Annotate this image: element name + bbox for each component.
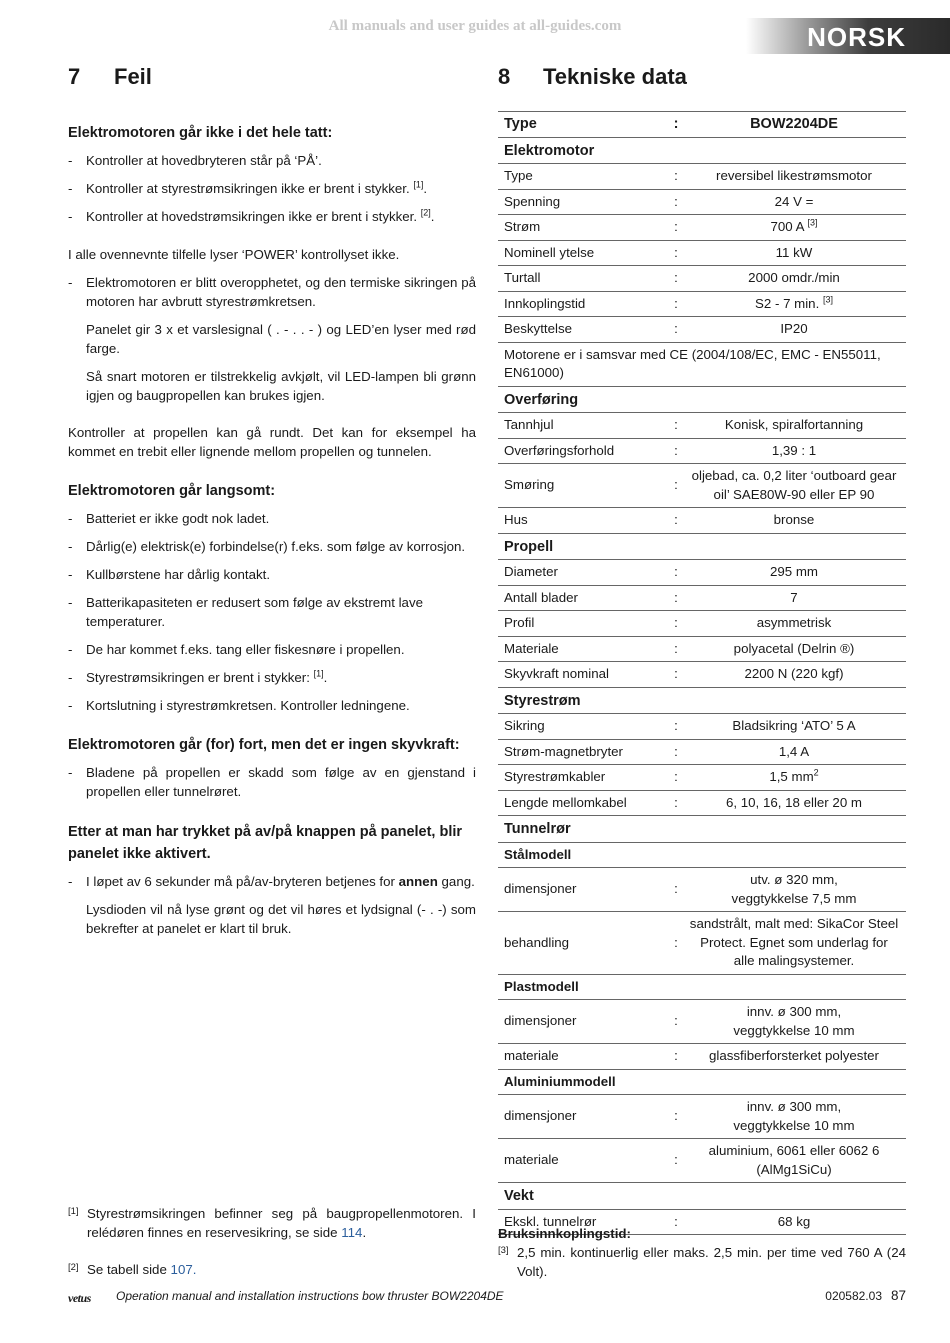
- list-item: - Kullbørstene har dårlig kontakt.: [68, 567, 271, 582]
- list-item: - Dårlig(e) elektrisk(e) forbindelse(r) f.eks. som følge av korrosjon.: [68, 539, 466, 554]
- table-section: Propell: [498, 533, 906, 560]
- footnote-heading: Bruksinnkoplingstid:: [498, 1226, 631, 1241]
- table-row: Lengde mellomkabel : 6, 10, 16, 18 eller 20 m: [498, 790, 906, 816]
- table-row: Strøm-magnetbryter : 1,4 A: [498, 739, 906, 765]
- list-item: - De har kommet f.eks. tang eller fiskesnøre i propellen.: [68, 642, 405, 657]
- table-row: materiale : glassfiberforsterket polyester: [498, 1044, 906, 1070]
- footnote-ref: [2]: [420, 207, 431, 218]
- paragraph: Så snart motoren er tilstrekkelig avkjølt, vil LED-lampen bli grønn igjen og baugpropellen kan brukes igjen.: [86, 369, 476, 403]
- paragraph: I alle ovennevnte tilfelle lyser ‘POWER’ kontrollyset ikke.: [68, 247, 400, 262]
- page-footer: [68, 1289, 906, 1307]
- table-row: Hus : bronse: [498, 508, 906, 534]
- table-subsection: Plastmodell: [498, 974, 906, 1000]
- page-number: 87: [890, 1288, 906, 1303]
- list-item: - Bladene på propellen er skadd som følge av en gjenstand i propellen eller tunnelrøret.: [68, 765, 476, 799]
- table-row: Skyvkraft nominal : 2200 N (220 kgf): [498, 662, 906, 688]
- chapter-tekniske-data: [498, 60, 906, 1235]
- brand-logo: vetus: [68, 1291, 91, 1305]
- footnotes: [498, 1224, 906, 1281]
- footnotes: [68, 1204, 476, 1279]
- table-row: Strøm : 700 A [3]: [498, 215, 906, 241]
- table-row: Smøring : oljebad, ca. 0,2 liter ‘outboard gear oil’ SAE80W-90 eller EP 90: [498, 464, 906, 508]
- language-tab: [746, 18, 950, 54]
- table-row: Type : BOW2204DE: [498, 112, 906, 138]
- table-section: Styrestrøm: [498, 687, 906, 714]
- section-heading: Elektromotoren går ikke i det hele tatt:: [68, 125, 333, 141]
- table-row: Profil : asymmetrisk: [498, 611, 906, 637]
- table-row: dimensjoner : innv. ø 300 mm, veggtykkelse 10 mm: [498, 1095, 906, 1139]
- chapter-title: Tekniske data: [543, 64, 687, 89]
- table-row: Turtall : 2000 omdr./min: [498, 266, 906, 292]
- table-row: behandling : sandstrålt, malt med: SikaCor Steel Protect. Egnet som underlag for alle malingsystemer.: [498, 912, 906, 975]
- tech-data-table: [498, 111, 906, 1235]
- table-row: Antall blader : 7: [498, 585, 906, 611]
- table-section: Vekt: [498, 1183, 906, 1210]
- footnote: [2] Se tabell side 107.: [68, 1262, 197, 1277]
- table-row: Nominell ytelse : 11 kW: [498, 240, 906, 266]
- list-item: - Batterikapasiteten er redusert som følge av ekstremt lave temperaturer.: [68, 595, 423, 629]
- list-item: - Kontroller at styrestrømsikringen ikke er brent i stykker. [1].: [68, 179, 428, 196]
- table-subsection: Stålmodell: [498, 842, 906, 868]
- footnote: [1] Styrestrømsikringen befinner seg på baugpropellenmotoren. I relédøren finnes en reservesikring, se side 114.: [68, 1206, 476, 1240]
- table-row: Innkoplingstid : S2 - 7 min. [3]: [498, 291, 906, 317]
- list-item: - Kontroller at hovedbryteren står på ‘PÅ’.: [68, 153, 322, 168]
- chapter-number: 7: [68, 64, 81, 89]
- paragraph: Kontroller at propellen kan gå rundt. Det kan for eksempel ha kommet en trebit eller lignende mellom propellen og tunnelen.: [68, 425, 476, 459]
- section-heading: Elektromotoren går langsomt:: [68, 483, 276, 499]
- table-section: Overføring: [498, 386, 906, 413]
- chapter-feil: [68, 60, 476, 938]
- table-note: Motorene er i samsvar med CE (2004/108/EC, EMC - EN55011, EN61000): [498, 342, 906, 386]
- table-row: Tannhjul : Konisk, spiralfortanning: [498, 413, 906, 439]
- table-row: dimensjoner : innv. ø 300 mm, veggtykkelse 10 mm: [498, 1000, 906, 1044]
- list-item: - Elektromotoren er blitt overopphetet, og den termiske sikringen på motoren har avbrutt styrestrømkretsen.: [68, 275, 476, 309]
- chapter-heading: [498, 64, 906, 90]
- table-row: Ekskl. tunnelrør : 68 kg: [498, 1209, 906, 1235]
- table-row: Overføringsforhold : 1,39 : 1: [498, 438, 906, 464]
- table-section: Tunnelrør: [498, 816, 906, 843]
- paragraph: Panelet gir 3 x et varslesignal ( . - . . - ) og LED’en lyser med rød farge.: [86, 322, 476, 356]
- page-link[interactable]: 107: [170, 1262, 193, 1277]
- list-item: - Kortslutning i styrestrømkretsen. Kontroller ledningene.: [68, 698, 410, 713]
- table-row: Diameter : 295 mm: [498, 560, 906, 586]
- list-item: - Batteriet er ikke godt nok ladet.: [68, 511, 270, 526]
- document-number: 020582.03: [825, 1289, 882, 1303]
- footnote-ref: [3]: [822, 294, 833, 305]
- footnote-ref: [1]: [413, 179, 424, 190]
- table-row: dimensjoner : utv. ø 320 mm, veggtykkelse 7,5 mm: [498, 868, 906, 912]
- chapter-number: 8: [498, 64, 511, 89]
- table-row: Materiale : polyacetal (Delrin ®): [498, 636, 906, 662]
- table-row: Sikring : Bladsikring ‘ATO’ 5 A: [498, 714, 906, 740]
- table-subsection: Aluminiummodell: [498, 1069, 906, 1095]
- footnote-ref: [3]: [807, 217, 818, 228]
- watermark: All manuals and user guides at all-guides.com: [328, 18, 622, 34]
- paragraph: Lysdioden vil nå lyse grønt og det vil høres et lydsignal (- . -) som bekrefter at panelet er klart til bruk.: [86, 902, 476, 936]
- language-label: NORSK: [807, 22, 906, 52]
- list-item: - I løpet av 6 sekunder må på/av-bryteren betjenes for annen gang.: [68, 874, 475, 889]
- section-heading: Etter at man har trykket på av/på knappen på panelet, blir panelet ikke aktivert.: [68, 824, 463, 862]
- table-row: Beskyttelse : IP20: [498, 317, 906, 343]
- footnote: [3] 2,5 min. kontinuerlig eller maks. 2,5 min. per time ved 760 A (24 Volt).: [498, 1245, 906, 1279]
- chapter-title: Feil: [114, 64, 152, 89]
- table-section: Elektromotor: [498, 137, 906, 164]
- list-item: - Styrestrømsikringen er brent i stykker: [1].: [68, 668, 328, 685]
- section-heading: Elektromotoren går (for) fort, men det er ingen skyvkraft:: [68, 737, 460, 753]
- page-link[interactable]: 114: [341, 1225, 363, 1240]
- table-row: Spenning : 24 V =: [498, 189, 906, 215]
- chapter-heading: [68, 64, 476, 90]
- list-item: - Kontroller at hovedstrømsikringen ikke er brent i stykker. [2].: [68, 207, 435, 224]
- footnote-ref: [1]: [313, 668, 324, 679]
- table-row: Type : reversibel likestrømsmotor: [498, 164, 906, 190]
- table-row: Styrestrømkabler : 1,5 $mm^2$: [498, 765, 906, 791]
- document-title: Operation manual and installation instructions bow thruster BOW2204DE: [116, 1289, 504, 1303]
- table-row: materiale : aluminium, 6061 eller 6062 6 (AlMg1SiCu): [498, 1139, 906, 1183]
